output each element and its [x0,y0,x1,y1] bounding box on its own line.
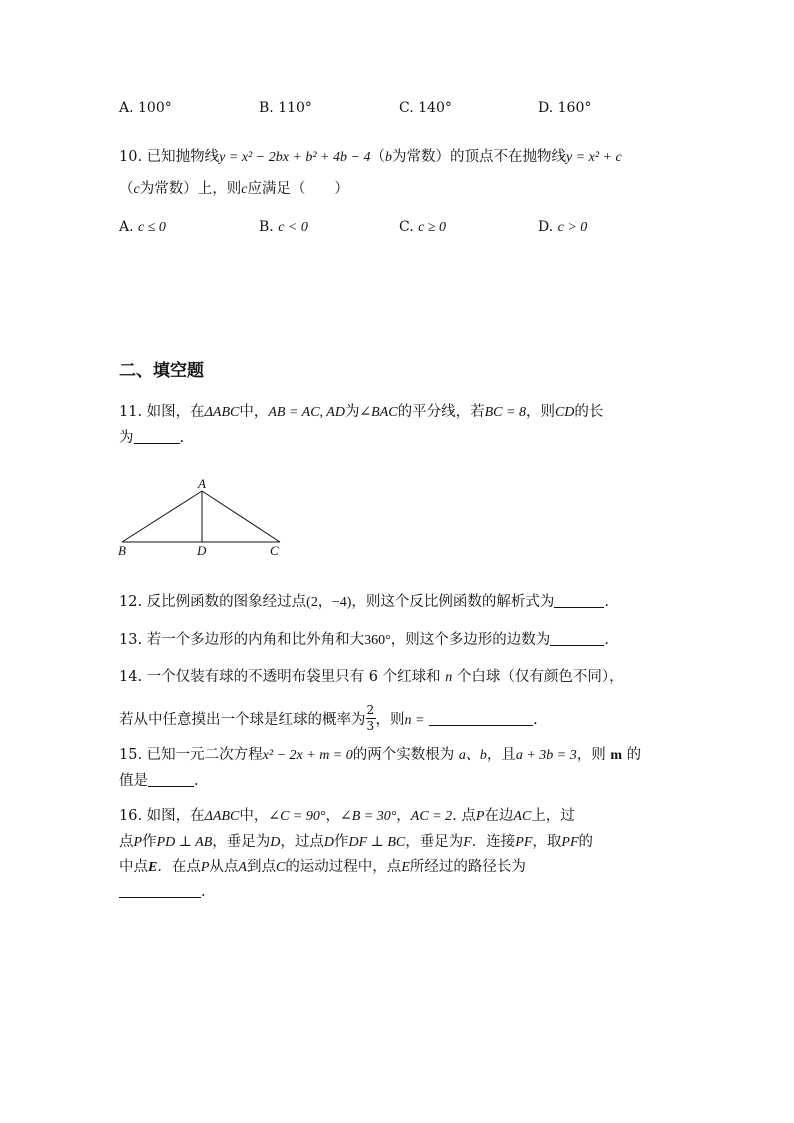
option-value: c < 0 [278,220,308,235]
q16-text: ，垂足为 [212,834,271,850]
q16-text: 从点 [209,859,239,875]
q16-math: PD ⊥ AB [156,835,213,850]
question-number: 13. [119,632,143,648]
q16-math: AC [513,809,532,824]
option-letter: C. [399,219,414,235]
q16-math: DF ⊥ BC [348,835,406,850]
q16-text: ．连接 [471,834,516,850]
q9-option-c [399,100,452,116]
label-c: C [270,543,279,558]
q10-text: （ [370,149,385,165]
q15-math: a + 3b = 3 [515,748,577,763]
q15-text: ，且 [486,747,516,763]
q11-line1 [119,403,603,422]
q16-text: ，取 [532,834,562,850]
q16-math: F [463,835,472,850]
q10-text: 应满足（ ） [247,181,349,197]
q13-line [119,631,609,650]
option-value: c ≥ 0 [418,220,447,235]
question-number: 14. [119,669,143,685]
q16-text: ，垂足为 [405,834,464,850]
q16-text: 的运动过程中，点 [285,859,402,875]
q10-option-b [259,219,308,236]
q10-option-d [538,219,587,236]
q16-text: . [201,884,206,900]
q11-text: . [179,430,185,446]
q16-math: ∠C = 90° [268,809,326,824]
q10-formula-2: y = x² + c [565,150,622,165]
option-value: c ≤ 0 [138,220,166,235]
label-b: B [118,543,126,558]
option-letter: B. [259,100,274,116]
q16-math: P [133,835,143,850]
q14-text: 一个仅装有球的不透明布袋里只有 6 个红球和 [146,669,441,685]
q15-text: 已知一元二次方程 [146,747,263,763]
q16-line4 [119,883,206,901]
q16-math: A [238,860,247,875]
q11-math: ∠BAC [359,405,398,420]
q16-math: E [401,860,410,875]
q15-math: x² − 2x + m = 0 [262,748,353,763]
q16-math: C [275,860,286,875]
side-ab [122,491,202,542]
q16-text: ，过点 [280,834,324,850]
q9-option-d [538,100,591,116]
q13-text: . [604,632,609,648]
fraction-denominator: 3 [366,719,375,733]
q16-math: P [475,809,485,824]
q16-math: AC = 2 [410,809,453,824]
section-heading: 二、填空题 [119,361,204,381]
q10-text: （ [119,181,134,197]
option-letter: D. [538,100,554,116]
q15-text: ，则 [576,747,606,763]
q13-text: 若一个多边形的内角和比外角和大 [146,632,365,648]
answer-blank[interactable] [148,772,194,787]
option-value: c > 0 [557,220,588,235]
q14-text: 若从中任意摸出一个球是红球的概率为 [119,712,366,728]
q12-text: . [604,594,610,610]
q10-text: 为常数）上，则 [139,181,242,197]
option-value: 110° [278,100,312,116]
q11-math: AB = AC, AD [268,405,345,420]
q14-line1 [119,668,624,687]
q14-math: n [445,670,453,685]
q12-text: 反比例函数的图象经过点 [146,594,307,610]
q15-line2 [119,772,199,790]
q10-line1 [119,148,622,167]
q16-line3 [119,858,526,877]
q16-text: 的 [578,834,593,850]
q16-text: 如图，在 [146,808,205,824]
q14-text: 个白球（仅有颜色不同）， [456,669,624,685]
q10-line2 [119,180,349,199]
q12-math: (2，−4) [306,595,352,610]
q15-text: 的两个实数根为 [352,747,455,763]
q11-text: 中， [239,404,269,420]
question-number: 10. [119,149,143,165]
q16-math: PF [515,835,533,850]
q16-line2 [119,833,593,852]
answer-blank[interactable] [429,711,533,726]
q12-text: ，则这个反比例函数的解析式为 [351,594,555,610]
q15-text: 值是 [119,773,148,789]
q16-text: 上，过 [531,808,575,824]
q16-math: P [200,860,210,875]
q16-text: 所经过的路径长为 [409,859,526,875]
side-ac [202,491,280,542]
q16-text: 到点 [246,859,276,875]
option-letter: A. [119,100,134,116]
q11-math: BC = 8 [484,405,526,420]
label-d: D [197,543,207,558]
q10-text: 为常数）的顶点不在抛物线 [391,149,566,165]
q11-text: 为 [119,430,134,446]
q11-text: 为 [344,404,360,420]
option-value: 100° [138,100,172,116]
option-letter: D. [538,219,554,235]
option-value: 140° [418,100,452,116]
q16-math: E [148,860,158,875]
q16-text: 作 [142,834,157,850]
q11-math: CD [554,405,575,420]
q10-var: c [241,182,248,197]
triangle-figure [112,474,292,560]
q10-formula-1: y = x² − 2bx + b² + 4b − 4 [219,150,371,165]
q16-math: PF [561,835,579,850]
q14-math: n = [404,713,425,728]
q11-line2 [119,429,184,447]
q16-text: ， [325,808,340,824]
q15-text: 的 [626,747,642,763]
label-a: A [198,476,206,491]
question-number: 11. [119,404,143,420]
question-number: 15. [119,747,143,763]
q11-text: 的平分线，若 [397,404,485,420]
q16-math: D [270,835,281,850]
q13-text: ，则这个多边形的边数为 [390,632,551,648]
answer-blank[interactable] [550,631,604,646]
q16-line1 [119,807,575,826]
q12-line [119,593,609,612]
q11-text: 的长 [574,404,604,420]
q9-option-a [119,100,172,116]
fraction-numerator: 2 [366,703,375,717]
q16-text: 在边 [484,808,514,824]
q15-line1 [119,746,641,765]
q11-math: ΔABC [204,405,240,420]
q11-text: 如图，在 [146,404,205,420]
q16-text: 中， [239,808,269,824]
q10-var: b [384,150,392,165]
option-letter: B. [259,219,274,235]
answer-blank[interactable] [119,883,201,898]
fraction [366,703,376,733]
q16-text: 作 [334,834,349,850]
q13-math: 360° [364,633,391,648]
q15-math: a、b [458,748,487,763]
q16-math: ∠B = 30° [339,809,397,824]
q10-var: c [133,182,140,197]
answer-blank[interactable] [554,593,604,608]
q11-text: ，则 [525,404,555,420]
q14-text: ，则 [375,712,405,728]
q16-text: . 点 [452,808,476,824]
q16-text: 点 [119,834,134,850]
answer-blank[interactable] [134,429,180,444]
q9-option-b [259,100,312,116]
q15-math: m [610,748,623,763]
q15-text: . [194,773,199,789]
q14-line2 [119,703,538,733]
q10-option-c [399,219,446,236]
option-letter: A. [119,219,134,235]
option-letter: C. [399,100,414,116]
option-value: 160° [557,100,592,116]
question-number: 16. [119,808,143,824]
q16-text: ．在点 [157,859,201,875]
q14-text: . [533,712,538,728]
q16-math: ΔABC [204,809,240,824]
q10-text: 已知抛物线 [146,149,220,165]
q16-text: 中点 [119,859,148,875]
q16-math: D [323,835,334,850]
question-number: 12. [119,594,143,610]
q10-option-a [119,219,166,236]
q16-text: ， [396,808,411,824]
